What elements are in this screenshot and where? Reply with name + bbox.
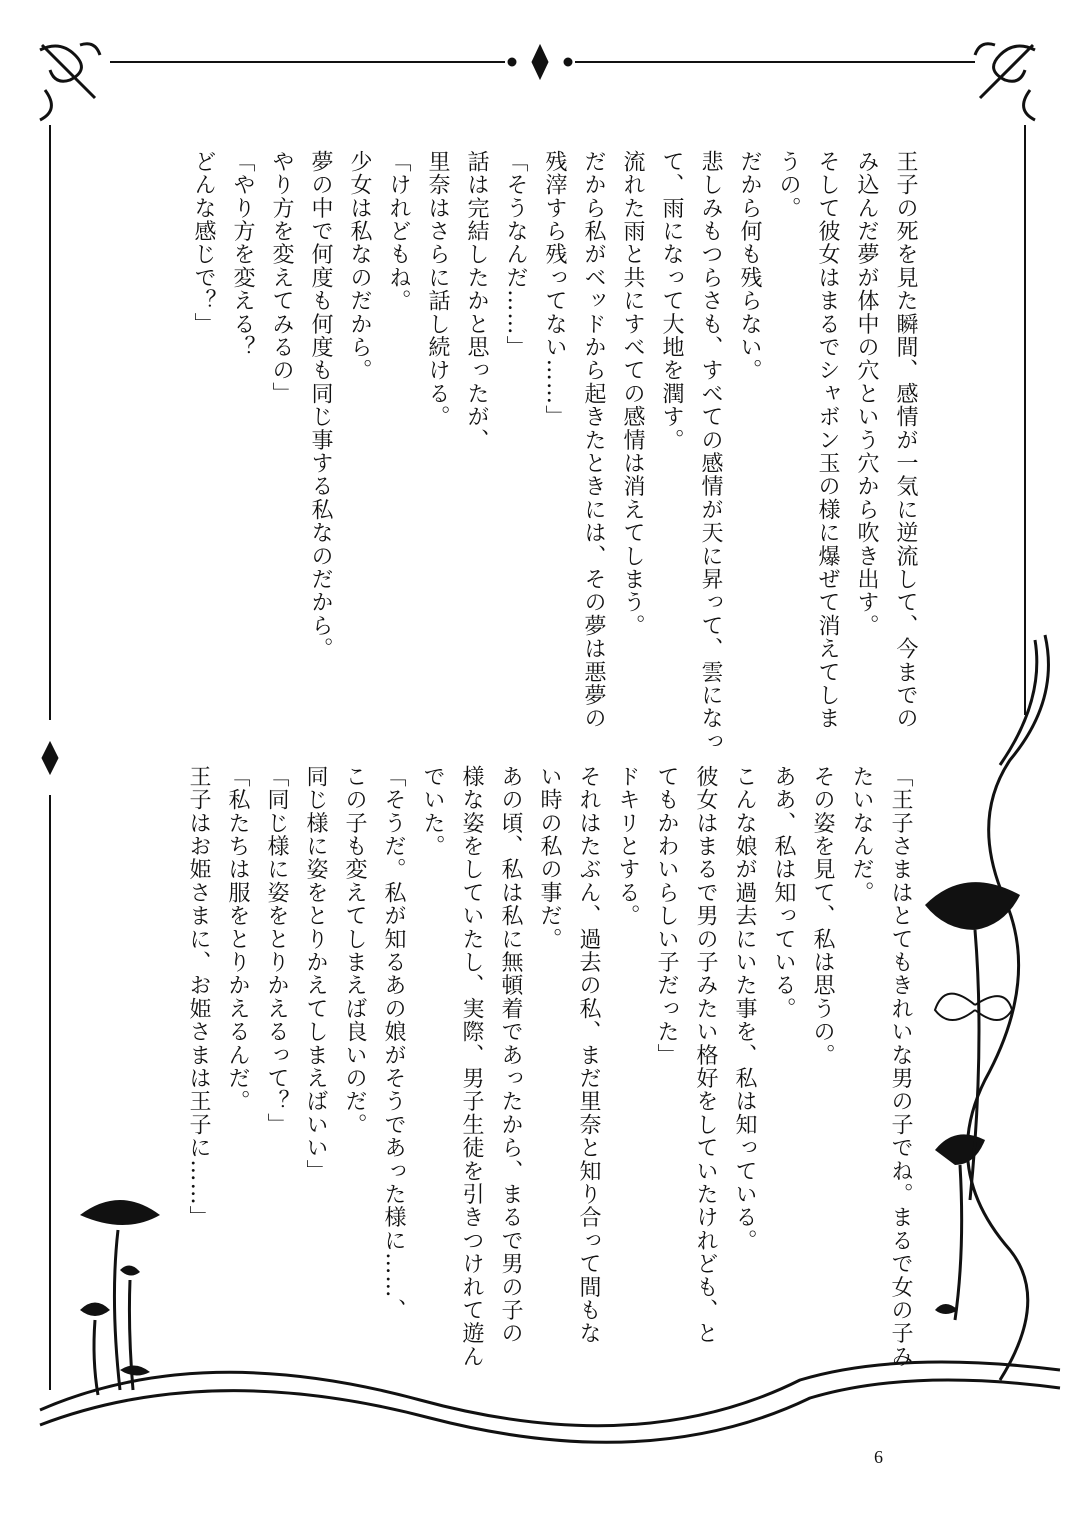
text-column: て、雨になって大地を潤す。 — [659, 150, 684, 452]
text-column: 流れた雨と共にすべての感情は消えてしまう。 — [620, 150, 645, 638]
top-left-corner-ornament — [40, 44, 100, 120]
text-column: やり方を変えてみるの」 — [269, 150, 294, 406]
text-column: どんな感じで？」 — [191, 150, 216, 336]
text-column: い時の私の事だ。 — [537, 765, 562, 951]
text-column: 「そうなんだ……」 — [503, 150, 528, 359]
text-column: 様な姿をしていたし、実際、男子生徒を引きつけれて遊ん — [459, 765, 484, 1369]
text-column: 「同じ様に姿をとりかえるって？」 — [264, 765, 289, 1137]
left-border — [42, 125, 58, 1390]
text-column: み込んだ夢が体中の穴という穴から吹き出す。 — [854, 150, 879, 638]
text-column: ああ、私は知っている。 — [771, 765, 796, 1021]
text-column: それはたぶん、過去の私、まだ里奈と知り合って間もな — [576, 765, 601, 1345]
lower-text-block — [179, 765, 920, 1369]
text-column: こんな娘が過去にいた事を、私は知っている。 — [732, 765, 757, 1253]
text-column: あの頃、私は私に無頓着であったから、まるで男の子の — [498, 765, 523, 1345]
text-column: 「そうだ。私が知るあの娘がそうであった様に……、 — [381, 765, 406, 1322]
upper-text-block — [184, 150, 925, 754]
text-column: 王子はお姫さまに、お姫さまは王子に……」 — [186, 765, 211, 1229]
text-column: 「けれどもね。 — [386, 150, 411, 313]
text-column: 「やり方を変える？ — [230, 150, 255, 359]
text-column: 夢の中で何度も何度も同じ事する私なのだから。 — [308, 150, 333, 661]
top-border — [110, 45, 975, 79]
text-column: だから何も残らない。 — [737, 150, 762, 382]
text-column: たいなんだ。 — [849, 765, 874, 905]
text-column: 里奈はさらに話し続ける。 — [425, 150, 450, 429]
text-column: 「私たちは服をとりかえるんだ。 — [225, 765, 250, 1113]
text-column: 少女は私なのだから。 — [347, 150, 372, 382]
text-column: 悲しみもつらさも、すべての感情が天に昇って、雲になっ — [698, 150, 723, 754]
text-column: この子も変えてしまえば良いのだ。 — [342, 765, 367, 1137]
top-right-corner-ornament — [975, 44, 1035, 120]
text-column: 話は完結したかと思ったが、 — [464, 150, 489, 452]
text-column: ドキリとする。 — [615, 765, 640, 928]
text-column: うの。 — [776, 150, 801, 220]
text-column: その姿を見て、私は思うの。 — [810, 765, 835, 1067]
text-column: 「王子さまはとてもきれいな男の子でね。まるで女の子み — [888, 765, 913, 1369]
ribbon-bow — [935, 994, 1012, 1020]
text-column: そして彼女はまるでシャボン玉の様に爆ぜて消えてしま — [815, 150, 840, 730]
text-column: でいた。 — [420, 765, 445, 858]
text-column: だから私がベッドから起きたときには、その夢は悪夢の — [581, 150, 606, 730]
text-column: 彼女はまるで男の子みたい格好をしていたけれども、と — [693, 765, 718, 1345]
text-column: てもかわいらしい子だった」 — [654, 765, 679, 1067]
text-column: 残滓すら残ってない……」 — [542, 150, 567, 429]
text-column: 王子の死を見た瞬間、感情が一気に逆流して、今までの — [893, 150, 918, 730]
page-number: 6 — [874, 1447, 883, 1467]
text-column: 同じ様に姿をとりかえてしまえばいい」 — [303, 765, 328, 1183]
